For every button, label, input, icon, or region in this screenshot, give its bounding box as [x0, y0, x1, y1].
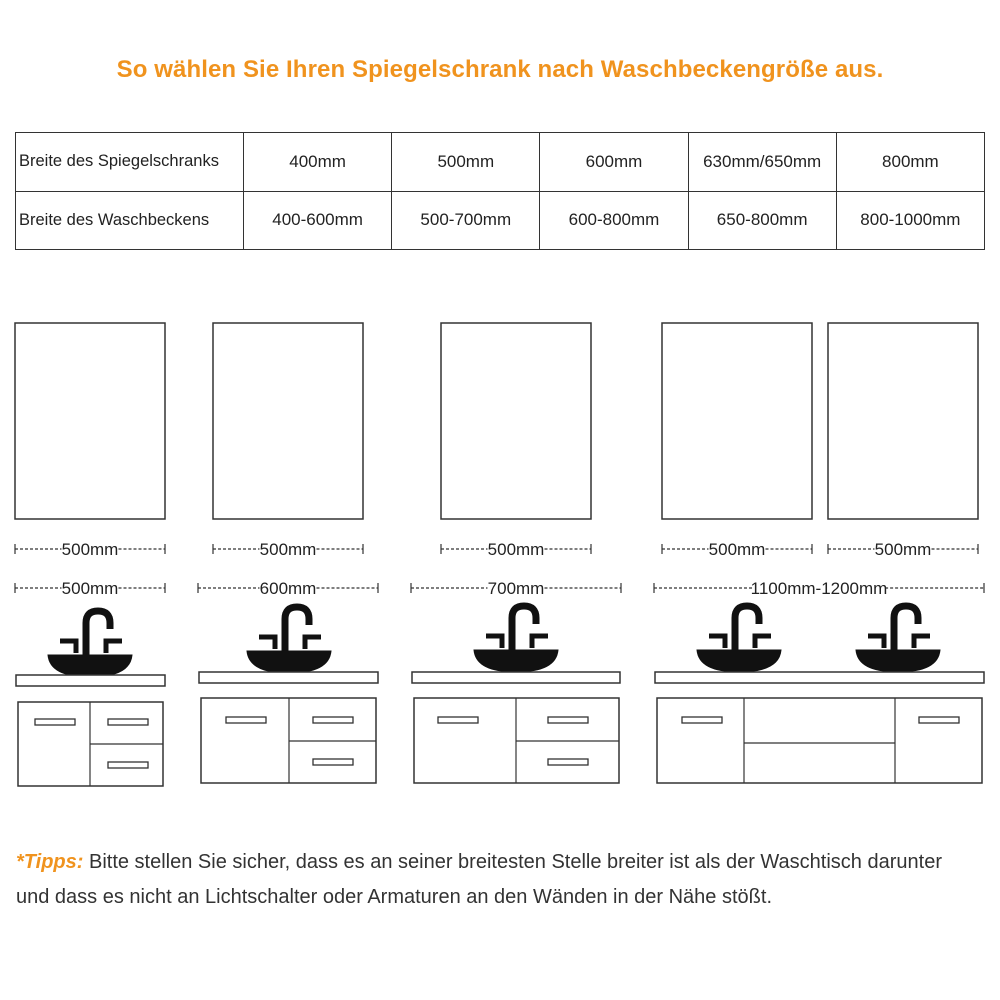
dimension-label: 500mm — [708, 540, 766, 559]
drawer-handle — [682, 717, 722, 723]
table-cell: 650-800mm — [688, 191, 836, 250]
drawer-handle — [226, 717, 266, 723]
dimension-label: 700mm — [487, 579, 545, 598]
mirror-cabinet — [15, 323, 165, 519]
vanity-width-dimension — [198, 579, 378, 598]
mirror-cabinet — [828, 323, 978, 519]
dimension-label: 600mm — [259, 579, 317, 598]
countertop — [199, 672, 378, 683]
dimension-label: 500mm — [487, 540, 545, 559]
sink-basin — [48, 611, 132, 677]
faucet-handle-icon — [914, 636, 930, 648]
drawer-handle — [438, 717, 478, 723]
page-title: So wählen Sie Ihren Spiegelschrank nach Waschbeckengröße aus. — [116, 56, 884, 83]
vanity-width-dimension — [15, 579, 165, 598]
table-cell: 500mm — [392, 133, 540, 192]
vanity-width-dimension — [411, 579, 621, 598]
tips-note — [16, 845, 976, 915]
vanity-width-dimension — [654, 579, 984, 598]
sink-basin — [247, 607, 331, 673]
table-cell: 600-800mm — [540, 191, 688, 250]
table-cell: 400-600mm — [244, 191, 392, 250]
countertop — [655, 672, 984, 683]
vanity-cabinet — [199, 607, 378, 783]
sink-basin — [856, 606, 940, 672]
mirror-width-dimension — [15, 540, 165, 559]
table-cell: 800-1000mm — [836, 191, 984, 250]
table-cell: 400mm — [244, 133, 392, 192]
basin-bowl-icon — [856, 650, 940, 672]
basin-bowl-icon — [247, 651, 331, 673]
drawer-handle — [35, 719, 75, 725]
faucet-handle-icon — [305, 637, 321, 649]
mirror-width-dimension — [213, 540, 363, 559]
drawer-handle — [108, 719, 148, 725]
mirror-cabinet — [441, 323, 591, 519]
dimension-label: 500mm — [61, 540, 119, 559]
drawer-handle — [548, 717, 588, 723]
mirror-cabinet — [213, 323, 363, 519]
table-row-header: Breite des Waschbeckens — [16, 191, 244, 250]
drawer-handle — [548, 759, 588, 765]
faucet-handle-icon — [106, 641, 122, 653]
vanity-cabinet — [412, 606, 620, 783]
tips-text: Bitte stellen Sie sicher, dass es an seiner breitesten Stelle breiter ist als der Waschtisch darunter und dass es nicht an Lichtschalter oder Armaturen an den Wänden in der Nähe stößt. — [16, 851, 942, 908]
table-row-header: Breite des Spiegelschranks — [16, 133, 244, 192]
faucet-handle-icon — [259, 637, 275, 649]
faucet-handle-icon — [532, 636, 548, 648]
dimension-label: 500mm — [259, 540, 317, 559]
dimension-label: 500mm — [61, 579, 119, 598]
vanity-cabinet — [655, 606, 984, 783]
drawer-handle — [313, 759, 353, 765]
basin-bowl-icon — [48, 655, 132, 677]
faucet-handle-icon — [486, 636, 502, 648]
faucet-handle-icon — [60, 641, 76, 653]
mirror-width-dimension — [662, 540, 812, 559]
mirror-width-dimension — [441, 540, 591, 559]
mirror-width-dimension — [828, 540, 978, 559]
table-cell: 600mm — [540, 133, 688, 192]
countertop — [412, 672, 620, 683]
table-cell: 800mm — [836, 133, 984, 192]
dimension-label: 1100mm-1200mm — [750, 579, 888, 598]
table-cell: 630mm/650mm — [688, 133, 836, 192]
countertop — [16, 675, 165, 686]
basin-bowl-icon — [474, 650, 558, 672]
vanity-cabinet — [16, 611, 165, 786]
tips-label: *Tipps: — [16, 851, 84, 873]
table-cell: 500-700mm — [392, 191, 540, 250]
sink-basin — [697, 606, 781, 672]
drawer-handle — [313, 717, 353, 723]
sink-basin — [474, 606, 558, 672]
faucet-handle-icon — [755, 636, 771, 648]
faucet-handle-icon — [868, 636, 884, 648]
basin-bowl-icon — [697, 650, 781, 672]
mirror-cabinet — [662, 323, 812, 519]
dimension-label: 500mm — [874, 540, 932, 559]
cabinet-body — [657, 698, 982, 783]
faucet-handle-icon — [709, 636, 725, 648]
drawer-handle — [919, 717, 959, 723]
drawer-handle — [108, 762, 148, 768]
